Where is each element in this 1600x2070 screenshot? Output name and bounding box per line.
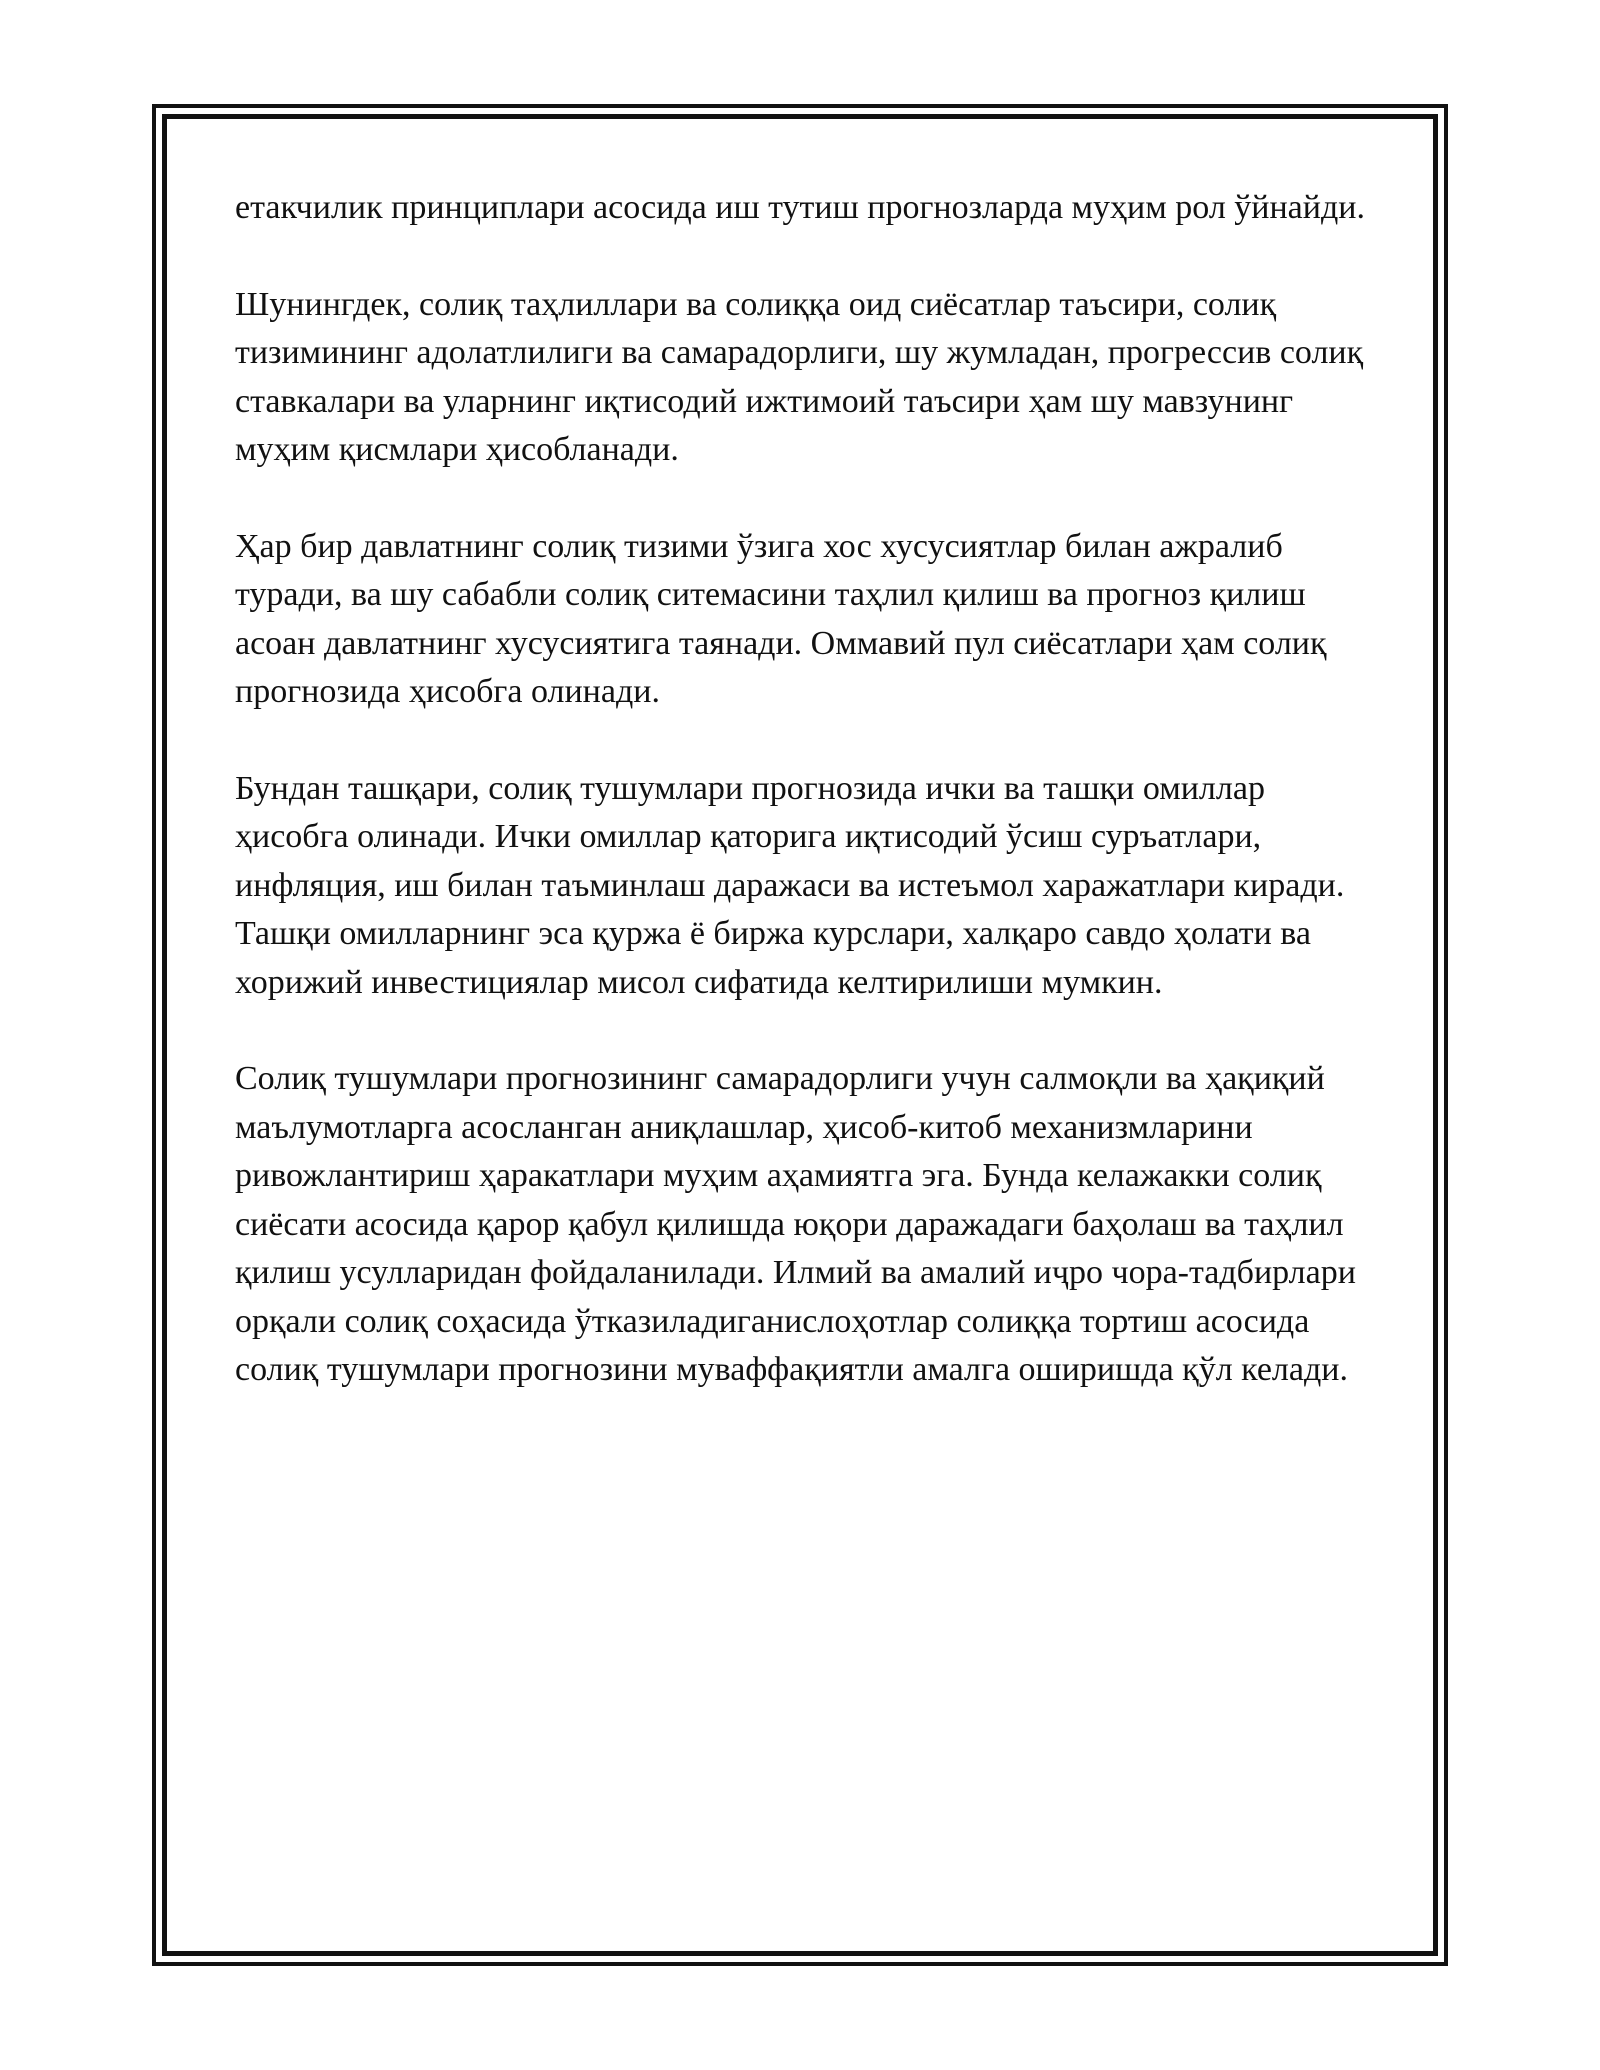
paragraph-5: Солиқ тушумлари прогнозининг самарадорлиги учун салмоқли ва ҳақиқий маълумотларга асосланган аниқлашлар, ҳисоб-китоб механизмларини ривожлантириш ҳаракатлари муҳим аҳамиятга эга. Бунда келажакки солиқ сиёсати асосида қарор қабул қилишда юқори даражадаги баҳолаш ва таҳлил қилиш усулларидан фойдаланилади. Илмий ва амалий иҷро чора-тадбирлари орқали солиқ соҳасида ўтказиладиганислоҳотлар солиққа тортиш асосида солиқ тушумлари прогнозини муваффақиятли амалга оширишда қўл келади. [235, 1060, 1356, 1388]
paragraph-2: Шунингдек, солиқ таҳлиллари ва солиққа оид сиёсатлар таъсири, солиқ тизимининг адолатлилиги ва самарадорлиги, шу жумладан, прогрессив солиқ ставкалари ва уларнинг иқтисодий ижтимоий таъсири ҳам шу мавзунинг муҳим қисмлари ҳисобланади. [235, 285, 1364, 468]
paragraph-3: Ҳар бир давлатнинг солиқ тизими ўзига хос хусусиятлар билан ажралиб туради, ва шу сабабли солиқ ситемасини таҳлил қилиш ва прогноз қилиш асоан давлатнинг хусусиятига таянади. Оммавий пул сиёсатлари ҳам солиқ прогнозида ҳисобга олинади. [235, 527, 1327, 710]
paragraph-4: Бундан ташқари, солиқ тушумлари прогнозида ички ва ташқи омиллар ҳисобга олинади. Ички омиллар қаторига иқтисодий ўсиш суръатлари, инфляция, иш билан таъминлаш даражаси ва истеъмол харажатлари киради. Ташқи омилларнинг эса қуржа ё биржа курслари, халқаро савдо ҳолати ва хорижий инвестициялар мисол сифатида келтирилиши мумкин. [235, 769, 1345, 1001]
document-body [235, 184, 1385, 1443]
paragraph-1: етакчилик принциплари асосида иш тутиш прогнозларда муҳим рол ўйнайди. [235, 189, 1365, 226]
